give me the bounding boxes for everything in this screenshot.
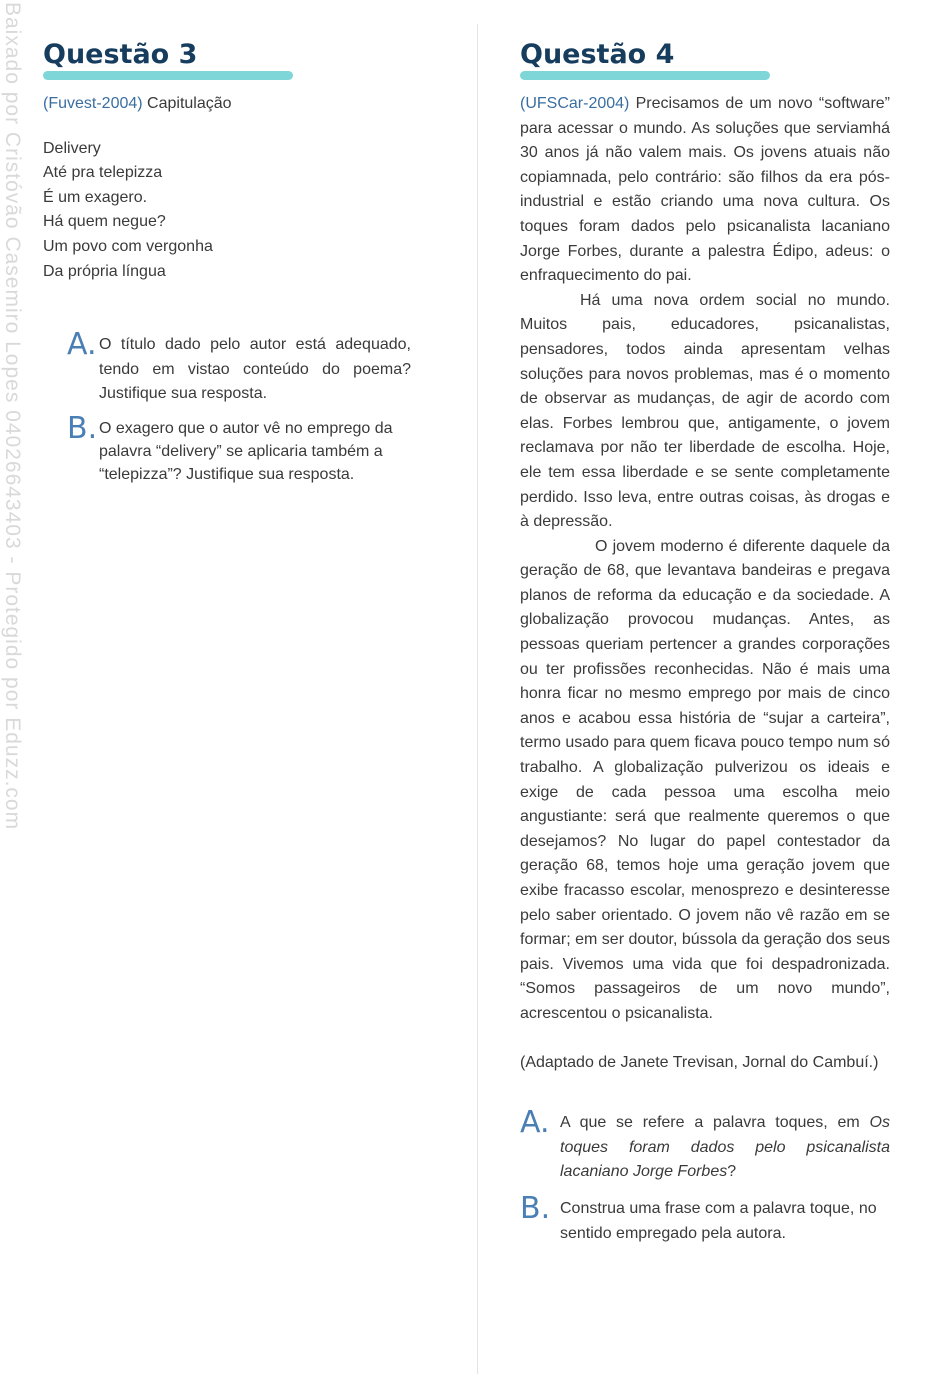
question-3-item-a [43,327,411,407]
question-4-source: (UFSCar-2004) [520,95,630,112]
item-text: A que se refere a palavra toques, em [560,1114,860,1132]
poem-line: Há quem negue? [43,213,166,231]
intro-paragraph [520,92,890,289]
question-4-title: Questão 4 [520,39,675,70]
paragraph-3: O jovem moderno é diferente daquele da geração de 68, que levantava bandeiras e pregava planos de reforma da educação e da sociedade. A globalização provocou mudanças. Antes, as pessoas queriam pertencer a grandes corporações ou ter profissões reconhecidas. Não é mais uma honra ficar no mesmo emprego por mais de cinco anos e acabou essa história de “sujar a carteira”, termo usado para quem ficava pouco tempo num só trabalho. A globalização pulverizou os ideais e exige de cada pessoa uma escolha meio angustiante: será que realmente queremos o que desejamos? No lugar do papel contestador da geração 68, temos hoje uma geração jovem que exibe fracasso escolar, menosprezo e desinteresse pelo saber orientado. O jovem não vê razão em se formar; em ser doutor, bússola da geração dos seus pais. Vivemos uma vida que foi despadronizada. “Somos passageiros de um novo mundo”, acrescentou o psicanalista. [520,537,890,1022]
poem [43,137,423,285]
question-4 [520,36,890,1246]
question-4-item-a [520,1105,890,1185]
item-text: O título dado pelo autor está adequado, tendo em vistao conteúdo do poema? Justifique sua resposta. [99,336,411,403]
item-letter: B. [520,1190,551,1226]
question-3-title: Questão 3 [43,39,198,70]
intro-text: Precisamos de um novo “software” para acessar o mundo. As soluções que serviamhá 30 anos já não valem mais. Os jovens atuais não copiamnada, pelo contrário: são filhos da era pós-industrial e estão criando uma nova cultura. Os toques foram dados pelo psicanalista lacaniano Jorge Forbes, durante a palestra Édipo, adeus: o enfraquecimento do pai. [520,95,890,285]
item-letter: A. [67,327,97,363]
watermark: Baixado por Cristóvão Casemiro Lopes 04026643403 - Protegido por Eduzz.com [1,2,24,831]
question-3-source-line [43,92,423,117]
column-divider [477,24,478,1374]
item-quote: Os toques foram dados pelo psicanalista lacaniano Jorge Forbes [560,1114,890,1181]
item-text: O exagero que o autor vê no emprego da palavra “delivery” se aplicaria também a “telepizza”? Justifique sua resposta. [99,419,393,483]
poem-line: Até pra telepizza [43,164,163,182]
poem-line: Delivery [43,139,101,157]
question-3 [43,36,423,486]
item-letter: A. [520,1105,550,1141]
citation: (Adaptado de Janete Trevisan, Jornal do Cambuí.) [520,1053,879,1071]
poem-line: É um exagero. [43,188,148,206]
item-letter: B. [67,410,98,446]
question-4-item-b [520,1190,890,1246]
poem-line: Um povo com vergonha [43,237,213,255]
item-end: ? [727,1163,737,1181]
poem-line: Da própria língua [43,262,166,280]
question-3-item-b [43,410,399,486]
paragraph-2: Há uma nova ordem social no mundo. Muitos pais, educadores, psicanalistas, pensadores, todos ainda apresentam velhas soluções para novos problemas, mas é o momento de observar as mudanças, de agir de acordo com elas. Forbes lembrou que, antigamente, o jovem reclamava por não ter liberdade de escolha. Hoje, ele tem essa liberdade e se sente completamente perdido. Isso leva, entre outras coisas, às drogas e à depressão. [520,291,890,531]
item-text: Construa uma frase com a palavra toque, no sentido empregado pela autora. [560,1199,877,1242]
poem-title: Capitulação [147,95,232,112]
question-3-source: (Fuvest-2004) [43,95,143,112]
